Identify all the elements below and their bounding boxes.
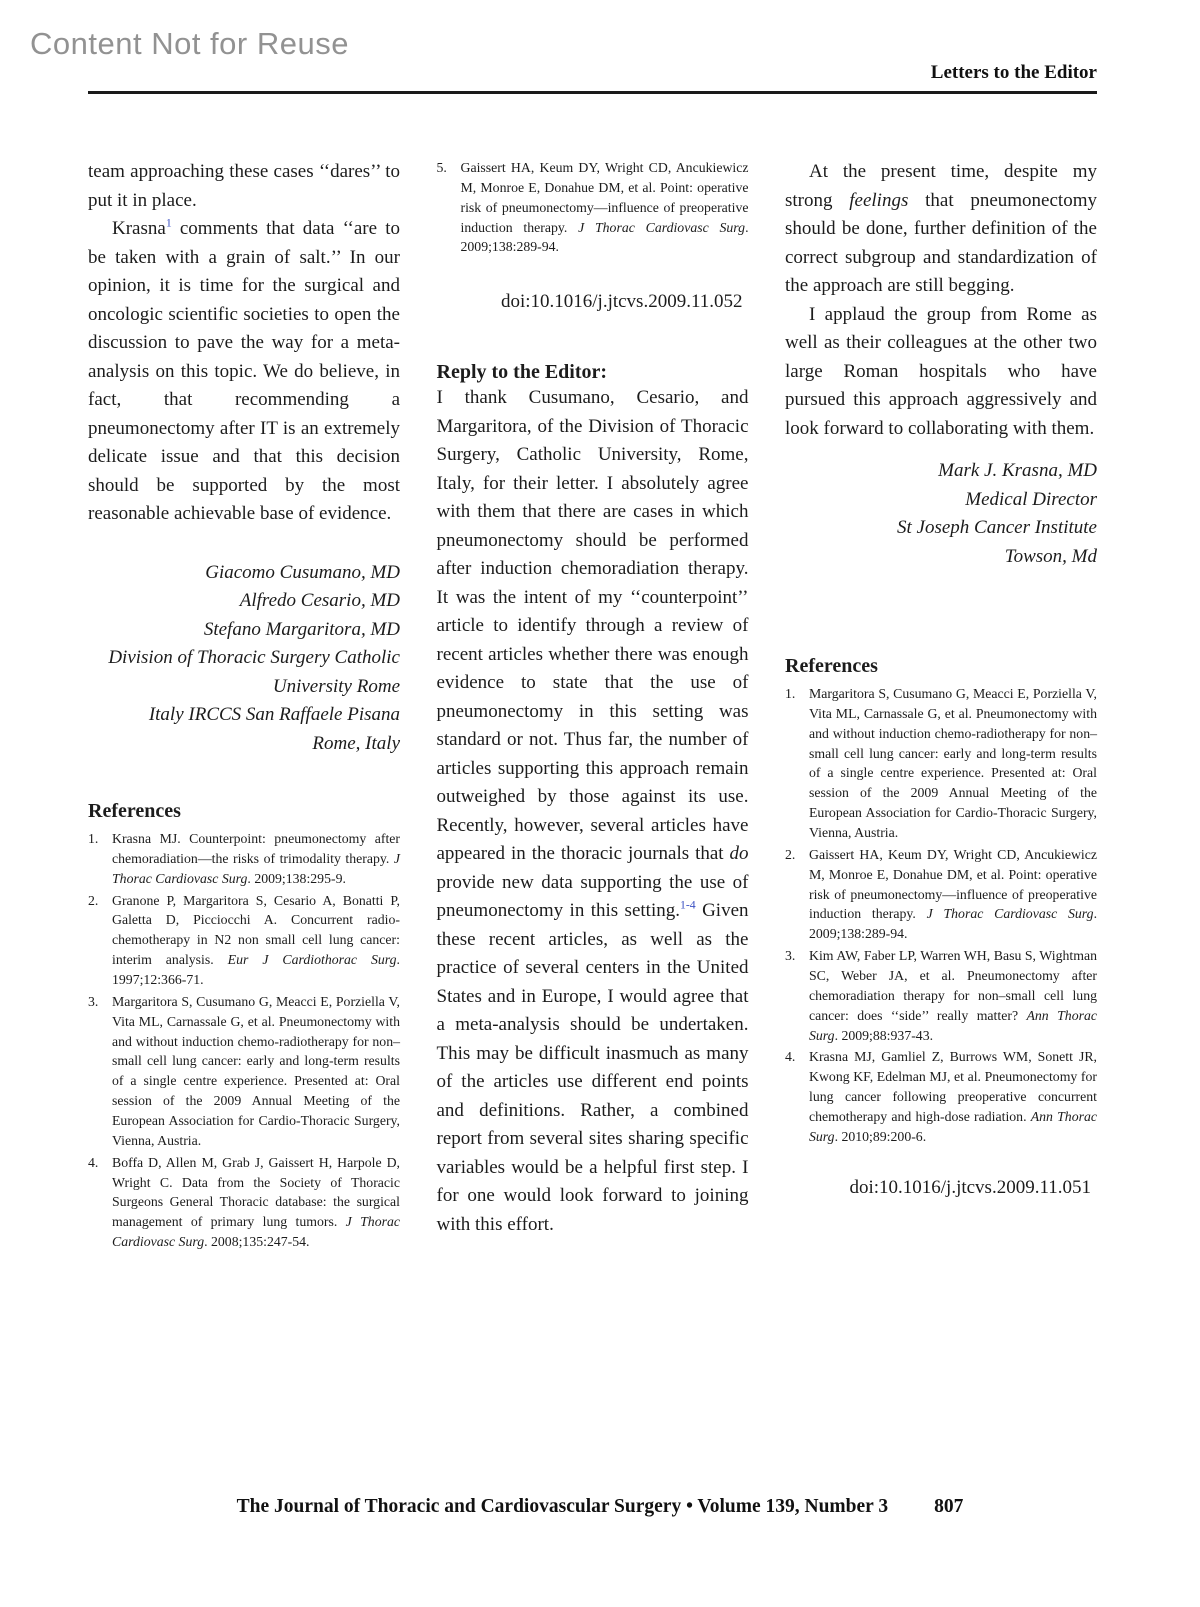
letter-body-col2 [437,384,749,1239]
paragraph-text: team approaching these cases ‘‘dares’’ to put it in place. [88,161,400,211]
reference-item [88,891,400,990]
reference-item [785,684,1097,843]
paragraph [88,215,400,529]
doi-line: doi:10.1016/j.jtcvs.2009.11.052 [500,291,743,313]
signature-line: Mark J. Krasna, MD [938,460,1097,481]
reference-segment: Kim AW, Faber LP, Warren WH, Basu S, Wightman SC, Weber JA, et al. Pneumonectomy after chemoradiation therapy for non–small cell lung cancer: does ‘‘side’’ really matter? [809,948,1097,1023]
reference-segment: . 2008;135:247-54. [204,1234,310,1250]
section-title: Letters to the Editor [930,62,1097,83]
reference-segment: Granone P, Margaritora S, Cesario A, Bonatti P, Galetta D, Picciocchi A. Concurrent radio-chemotherapy in N2 non small cell lung cancer: interim analysis. [112,892,400,968]
reference-number: 3. [88,993,99,1009]
reference-item [88,992,400,1151]
footer-page-number: 807 [934,1496,964,1517]
reference-segment: . 2009;138:295-9. [247,870,346,886]
signature-line: Towson, Md [1004,545,1097,567]
three-column-body [88,158,1097,1254]
reference-journal: Eur J Cardiothorac Surg [227,952,397,968]
letter-body-col1 [88,158,400,529]
reference-number: 1. [785,686,796,701]
page-header [88,62,1097,94]
reference-text [809,946,1097,1045]
paragraph-text: that pneumonectomy should be done, further definition of the correct subgroup and standardization of the approach are still begging. [785,189,1097,296]
doi-line: doi:10.1016/j.jtcvs.2009.11.051 [849,1176,1091,1198]
author-signature-block [88,559,400,759]
citation-superscript[interactable]: 1 [165,216,172,230]
reference-item [437,158,749,257]
reference-text [809,845,1097,944]
reference-segment: Margaritora S, Cusumano G, Meacci E, Porziella V, Vita ML, Carnassale G, et al. Pneumonectomy with and without induction chemo-radiotherapy for non–small cell lung cancer: early and long-term results of a single centre experience. Presented at: Oral session of the 2009 Annual Meeting of the European Association for Cardio-Thoracic Surgery, Vienna, Austria. [112,993,400,1148]
signature-line: Division of Thoracic Surgery Catholic [108,647,400,668]
reference-number: 5. [436,160,447,175]
signature-line: St Joseph Cancer Institute [897,517,1097,538]
reference-number: 1. [88,831,99,846]
signature-line: Stefano Margaritora, MD [203,618,400,640]
reference-segment: Gaissert HA, Keum DY, Wright CD, Ancukiewicz M, Monroe E, Donahue DM, et al. Point: operative risk of pneumonectomy—influence of preoperative induction therapy. [809,846,1097,922]
references-list [785,684,1097,1147]
reference-text [112,1153,400,1252]
reference-number: 2. [88,892,99,908]
signature-line: Giacomo Cusumano, MD [205,561,400,583]
author-signature-block [785,457,1097,571]
paragraph-text: comments that data ‘‘are to be taken with a grain of salt.’’ In our opinion, it is time for the surgical and oncologic scientific societies to open the discussion to pave the way for a meta-analysis on this topic. We do believe, in fact, that recommending a pneumonectomy after IT is an extremely delicate issue and that this decision should be supported by the most reasonable achievable base of evidence. [88,218,400,524]
signature-line: Medical Director [965,488,1097,510]
reference-number: 3. [785,948,796,964]
reference-item [785,946,1097,1045]
reference-text [112,829,400,889]
paragraph-text: At the present time, despite my strong [785,161,1097,211]
reference-journal: Ann Thorac Surg [809,1007,1097,1043]
paragraph [785,158,1097,301]
column-1 [88,158,400,1254]
reference-item [785,845,1097,944]
emphasized-word: feelings [849,189,909,211]
column-2 [437,158,749,1254]
watermark-text: Content Not for Reuse [30,26,349,61]
reference-text [809,1047,1097,1146]
column-3 [785,158,1097,1254]
paragraph [437,384,749,1239]
reference-journal: J Thorac Cardiovasc Surg [112,1214,400,1250]
references-list-continued [437,158,749,257]
references-list [88,829,400,1252]
reference-text [112,891,400,990]
footer-journal-title: The Journal of Thoracic and Cardiovascular Surgery • Volume 139, Number 3 [236,1496,889,1517]
reference-segment: . 2009;138:289-94. [809,906,1098,942]
paragraph [88,158,400,215]
reference-text [112,992,400,1151]
reference-segment: . 2009;138:289-94. [460,219,749,255]
reference-number: 4. [785,1049,796,1065]
letter-body-col3 [785,158,1097,443]
reference-segment: . 2009;88:937-43. [834,1027,934,1043]
reference-segment: . 1997;12:366-71. [112,952,400,988]
reference-segment: . 2010;89:200-6. [834,1128,927,1144]
signature-line: Rome, Italy [312,732,400,754]
citation-superscript[interactable]: 1-4 [679,898,696,912]
signature-line: Italy IRCCS San Raffaele Pisana [148,704,400,725]
signature-line: Alfredo Cesario, MD [239,590,400,611]
references-heading: References [88,800,181,822]
header-rule [88,91,1097,94]
reference-segment: Gaissert HA, Keum DY, Wright CD, Ancukiewicz M, Monroe E, Donahue DM, et al. Point: operative risk of pneumonectomy—influence of preoperative induction therapy. [460,160,749,235]
reference-text [809,684,1097,843]
reference-journal: Ann Thorac Surg [809,1109,1097,1144]
page-footer [0,1496,1200,1518]
reference-segment: Krasna MJ. Counterpoint: pneumonectomy after chemoradiation—the risks of trimodality therapy. [112,831,400,866]
paragraph-text: provide new data supporting the use of pneumonectomy in this setting. [436,871,749,922]
signature-line: University Rome [272,675,400,697]
reference-number: 4. [88,1154,99,1170]
reference-journal: J Thorac Cardiovasc Surg [112,850,400,886]
references-heading: References [785,655,878,677]
reference-journal: J Thorac Cardiovasc Surg [926,906,1094,922]
reference-segment: Krasna MJ, Gamliel Z, Burrows WM, Sonett JR, Kwong KF, Edelman MJ, et al. Pneumonectomy for lung cancer following preoperative concurrent chemotherapy and high-dose radiation. [809,1049,1097,1125]
reference-segment: Margaritora S, Cusumano G, Meacci E, Porziella V, Vita ML, Carnassale G, et al. Pneumonectomy with and without induction chemo-radiotherapy for non–small cell lung cancer: early and long-term results of a single centre experience. Presented at: Oral session of the 2009 Annual Meeting of the European Association for Cardio-Thoracic Surgery, Vienna, Austria. [809,686,1097,841]
reference-journal: J Thorac Cardiovasc Surg [578,219,746,235]
reference-item [88,1153,400,1252]
reference-segment: Boffa D, Allen M, Grab J, Gaissert H, Harpole D, Wright C. Data from the Society of Thoracic Surgeons General Thoracic database: the surgical management of primary lung tumors. [112,1154,400,1230]
emphasized-word: do [729,843,749,865]
reference-number: 2. [785,846,796,862]
paragraph-text: Krasna [112,218,166,239]
paragraph-text: Given these recent articles, as well as the practice of several centers in the United States and in Europe, I would agree that a meta-analysis should be undertaken. This may be difficult inasmuch as many of the articles use different end points and definitions. Rather, a combined report from several sites sharing specific variables would be a helpful first step. I for one would look forward to joining with this effort. [436,900,749,1235]
reference-item [785,1047,1097,1146]
reply-heading: Reply to the Editor: [436,361,608,384]
reference-item [88,829,400,889]
paragraph: I applaud the group from Rome as well as their colleagues at the other two large Roman hospitals who have pursued this approach aggressively and look forward to collaborating with them. [785,303,1097,439]
paragraph-text: I thank Cusumano, Cesario, and Margaritora, of the Division of Thoracic Surgery, Catholic University, Rome, Italy, for their letter. I absolutely agree with them that there are cases in which pneumonectomy should be performed after induction chemoradiation therapy. It was the intent of my ‘‘counterpoint’’ article to identify through a review of recent articles whether there was enough evidence to state that the use of pneumonectomy in this setting was standard or not. Thus far, the number of articles supporting this approach remain outweighed by those against its use. Recently, however, several articles have appeared in the thoracic journals that [436,387,749,865]
reference-text [461,158,749,257]
